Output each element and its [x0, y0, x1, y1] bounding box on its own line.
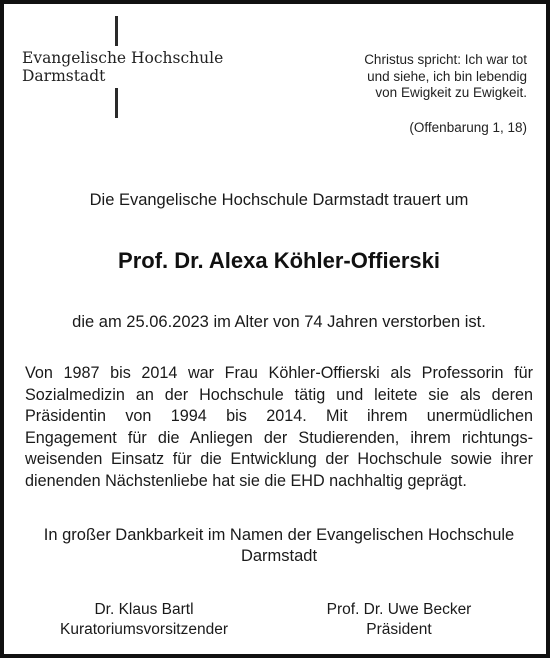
- tribute-line: Engagement für die Anliegen der Studierenden, ihrem richtungs-: [25, 428, 533, 447]
- death-statement: die am 25.06.2023 im Alter von 74 Jahren verstorben ist.: [72, 313, 486, 331]
- deceased-name: Prof. Dr. Alexa Köhler-Offierski: [118, 248, 440, 273]
- logo-bar-bottom: [115, 88, 118, 118]
- tribute-line: weisenden Einsatz für die Entwicklung der Hochschule sowie ihrer: [25, 450, 533, 468]
- gratitude-line-1: In großer Dankbarkeit im Namen der Evangelischen Hochschule: [43, 526, 515, 544]
- bible-quote: [297, 52, 527, 102]
- quote-line: Christus spricht: Ich war tot: [364, 52, 527, 67]
- quote-line: und siehe, ich bin lebendig: [367, 68, 527, 84]
- signatory-name: Dr. Klaus Bartl: [94, 601, 194, 618]
- tribute-line: Präsidentin von 1994 bis 2014. Mit ihrem unermüdlichen: [25, 407, 533, 425]
- tribute-line: Von 1987 bis 2014 war Frau Köhler-Offierski als Professorin für: [25, 364, 533, 382]
- tribute-line: Sozialmedizin an der Hochschule tätig und leitete sie als deren: [25, 385, 533, 404]
- signatory-role: Kuratoriumsvorsitzender: [60, 621, 228, 638]
- logo-line-2: Darmstadt: [22, 67, 106, 85]
- signatory-name: Prof. Dr. Uwe Becker: [326, 601, 472, 618]
- logo-bar-top: [115, 16, 118, 46]
- signatory-role: Präsident: [366, 621, 432, 638]
- tribute-paragraph: [25, 363, 533, 492]
- institution-logo: [22, 49, 242, 85]
- intro-text: Die Evangelische Hochschule Darmstadt trauert um: [89, 191, 469, 209]
- signature-president: [269, 600, 529, 640]
- tribute-line: dienenden Nächstenliebe hat sie die EHD nachhaltig geprägt.: [25, 471, 467, 490]
- quote-reference: (Offenbarung 1, 18): [409, 120, 527, 135]
- signature-chairman: [14, 600, 274, 640]
- logo-line-1: Evangelische Hochschule: [22, 49, 224, 67]
- gratitude-line-2: Darmstadt: [240, 546, 318, 565]
- quote-line: von Ewigkeit zu Ewigkeit.: [375, 85, 527, 100]
- gratitude-statement: [4, 525, 550, 566]
